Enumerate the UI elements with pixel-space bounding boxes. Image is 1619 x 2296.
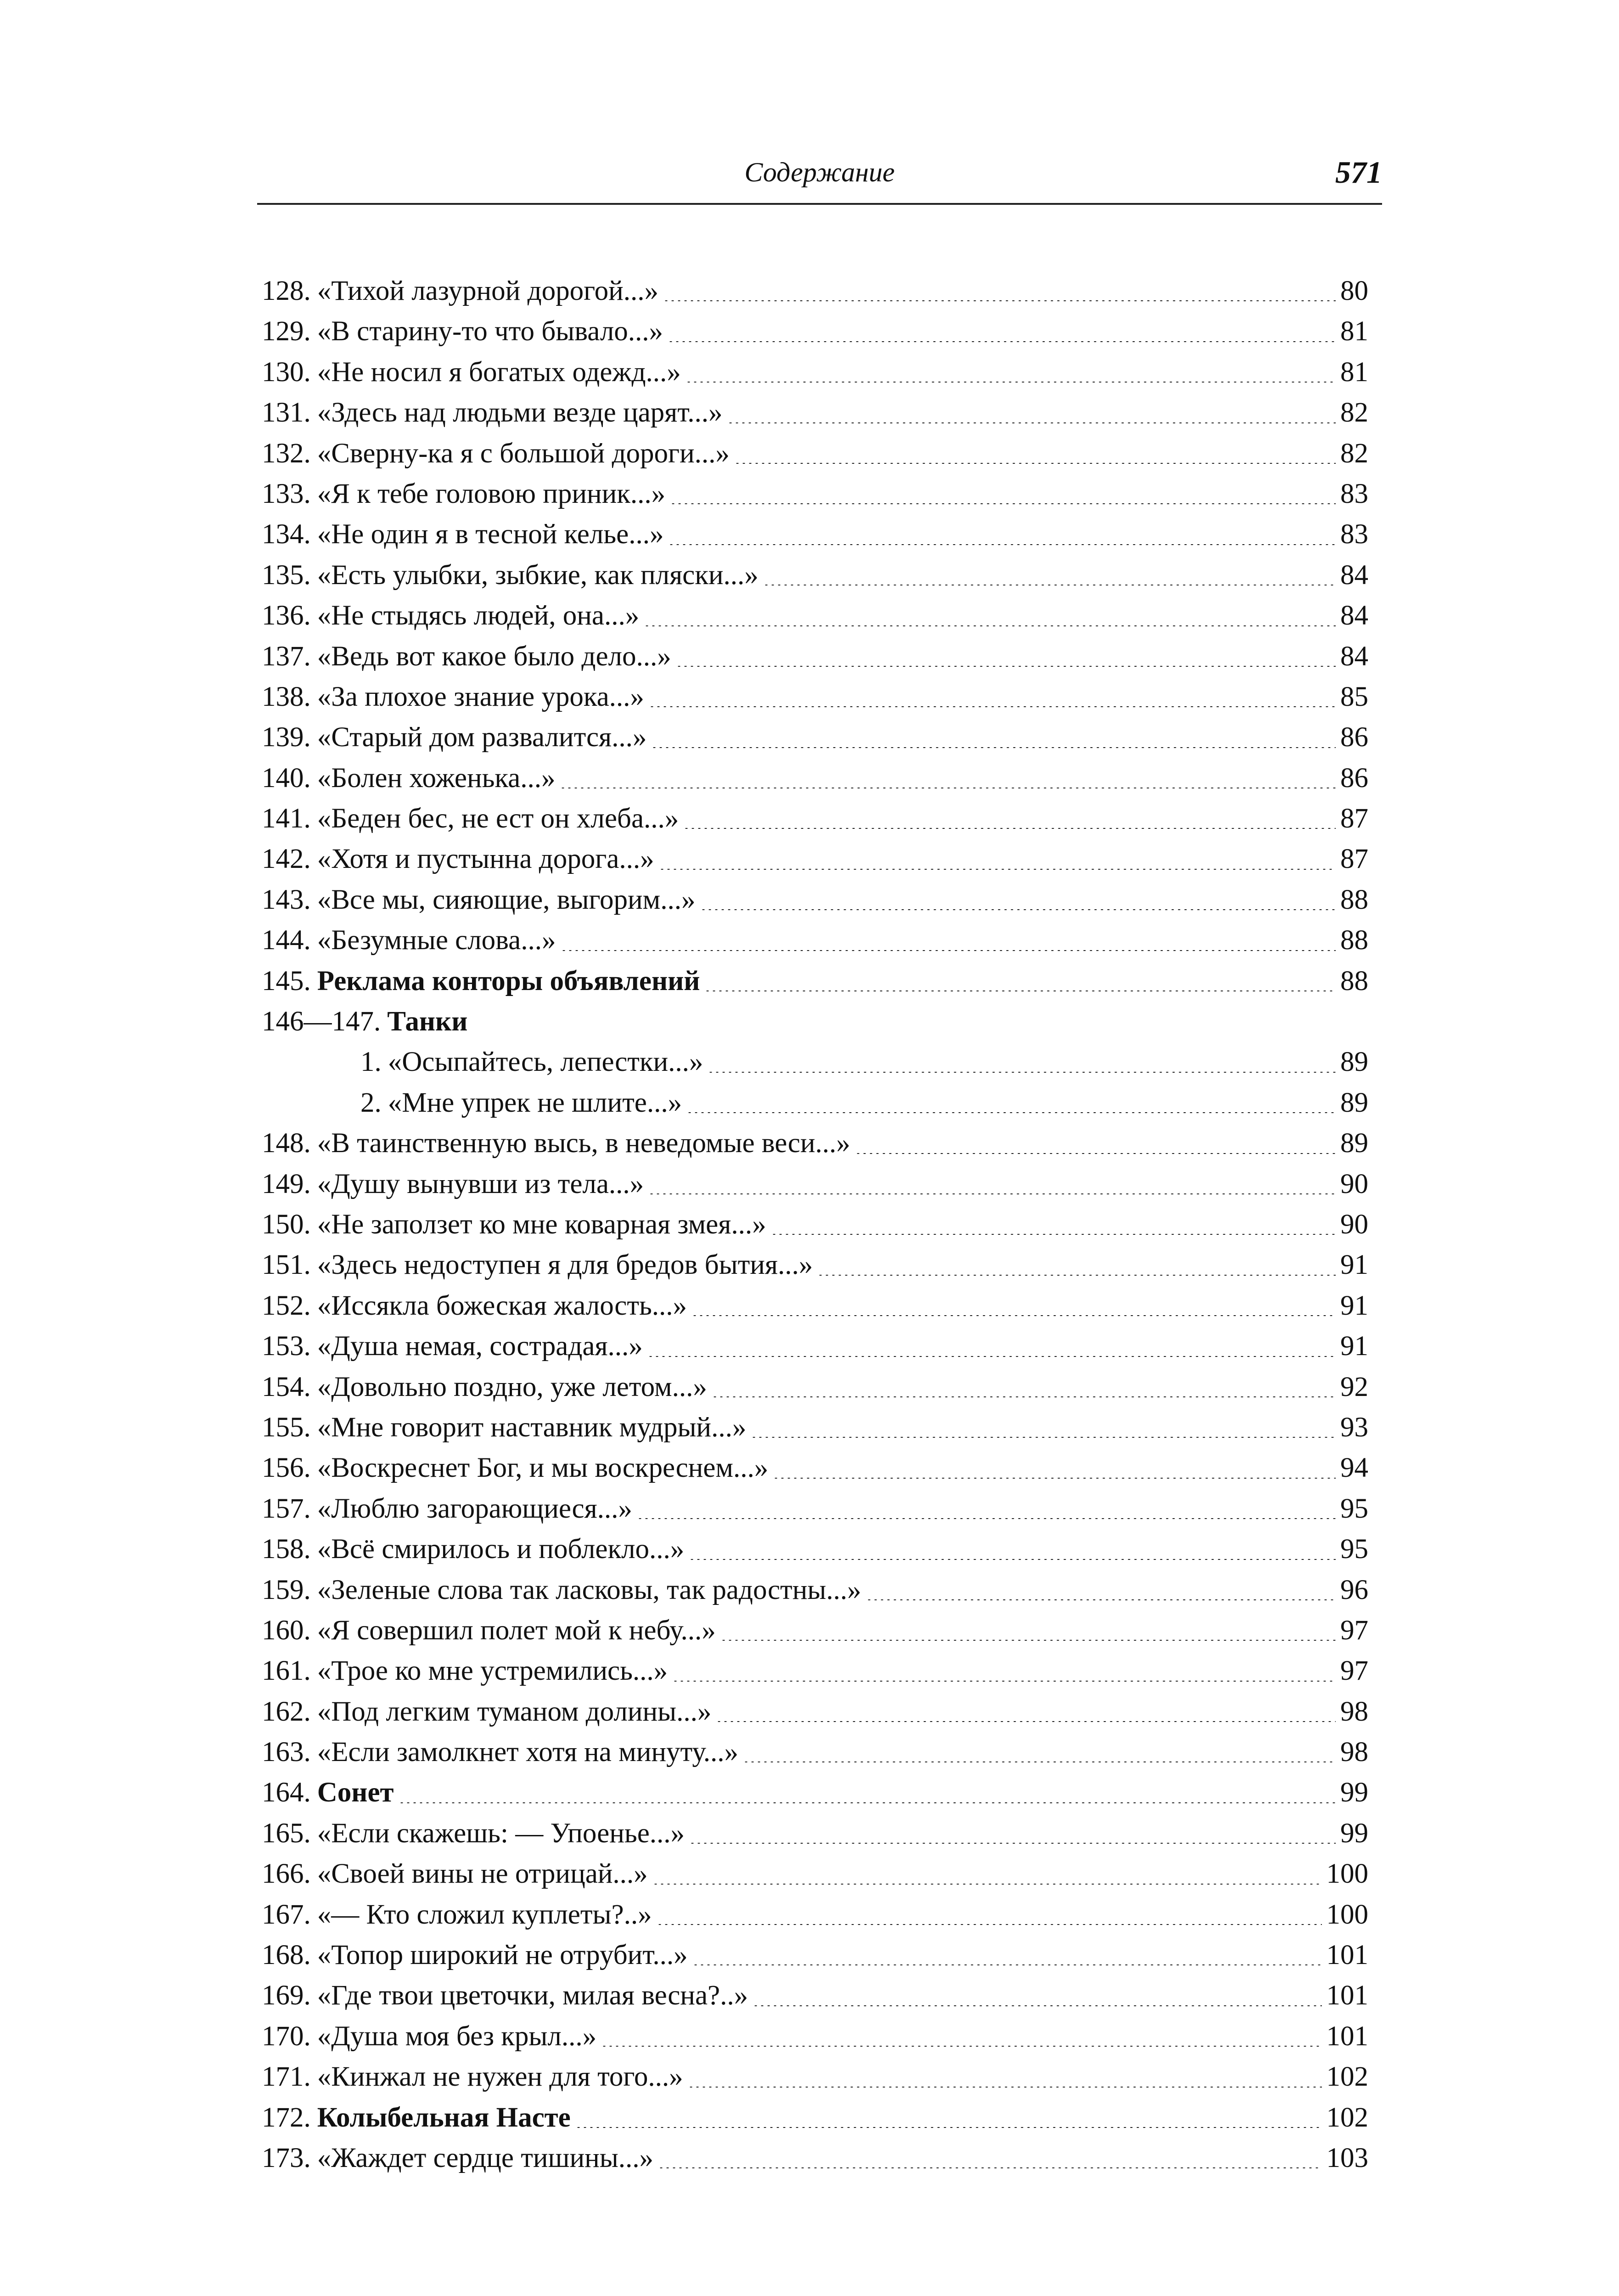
toc-entry xyxy=(262,636,1368,677)
toc-entry xyxy=(262,717,1368,758)
dot-leader xyxy=(676,666,1336,667)
entry-title: «Сверну-ка я с большой дороги...» xyxy=(317,438,730,469)
entry-page: 102 xyxy=(1326,2061,1368,2093)
entry-title: «Жаждет сердце тишины...» xyxy=(317,2142,654,2173)
entry-number: 136. xyxy=(262,600,311,631)
entry-page: 99 xyxy=(1340,1777,1368,1808)
dot-leader xyxy=(689,1559,1336,1560)
entry-page: 97 xyxy=(1340,1615,1368,1646)
entry-page: 80 xyxy=(1340,276,1368,306)
entry-page: 91 xyxy=(1340,1290,1368,1321)
toc-entry xyxy=(262,352,1368,393)
entry-number: 154. xyxy=(262,1371,311,1402)
entry-title: Сонет xyxy=(317,1777,394,1808)
dot-leader xyxy=(683,828,1336,829)
dot-leader xyxy=(659,869,1336,870)
entry-number: 157. xyxy=(262,1493,311,1524)
entry-page: 101 xyxy=(1326,1940,1368,1971)
entry-page: 100 xyxy=(1326,1899,1368,1930)
entry-page: 88 xyxy=(1340,925,1368,956)
entry-title: Колыбельная Насте xyxy=(317,2102,571,2133)
dot-leader xyxy=(689,1843,1336,1844)
toc-entry xyxy=(262,474,1368,514)
entry-title: Реклама конторы объявлений xyxy=(317,965,700,996)
entry-page: 85 xyxy=(1340,681,1368,712)
entry-number: 168. xyxy=(262,1940,311,1971)
entry-number: 162. xyxy=(262,1696,311,1727)
dot-leader xyxy=(734,463,1336,464)
entry-page: 86 xyxy=(1340,762,1368,793)
entry-title: «В старину-то что бывало...» xyxy=(317,316,663,347)
entry-page: 82 xyxy=(1340,397,1368,428)
entry-number: 163. xyxy=(262,1737,311,1768)
entry-page: 93 xyxy=(1340,1412,1368,1443)
entry-title: «За плохое знание урока...» xyxy=(317,681,644,712)
entry-number: 150. xyxy=(262,1209,311,1240)
toc-entry xyxy=(262,1123,1368,1164)
entry-title: «Не стыдясь людей, она...» xyxy=(317,600,640,631)
dot-leader xyxy=(691,1315,1336,1316)
entry-page: 98 xyxy=(1340,1737,1368,1768)
toc-entry xyxy=(262,880,1368,920)
toc-section-heading xyxy=(262,1002,1368,1042)
toc-entry xyxy=(262,311,1368,352)
toc-entry xyxy=(262,1164,1368,1204)
entry-number: 172. xyxy=(262,2102,311,2133)
entry-number: 151. xyxy=(262,1249,311,1281)
entry-page: 84 xyxy=(1340,600,1368,631)
toc-entry xyxy=(262,758,1368,799)
entry-title: «— Кто сложил куплеты?..» xyxy=(317,1899,652,1930)
entry-page: 87 xyxy=(1340,803,1368,834)
entry-title: «Безумные слова...» xyxy=(317,925,556,956)
toc-entry xyxy=(262,1895,1368,1935)
dot-leader xyxy=(644,625,1336,626)
entry-number: 135. xyxy=(262,559,311,591)
dot-leader xyxy=(670,503,1336,504)
entry-number: 134. xyxy=(262,519,311,550)
entry-number: 133. xyxy=(262,478,311,509)
entry-title: «Мне упрек не шлите...» xyxy=(388,1087,682,1118)
running-title: Содержание xyxy=(744,157,895,187)
entry-title: «Где твои цветочки, милая весна?..» xyxy=(317,1980,748,2011)
entry-number: 153. xyxy=(262,1331,311,1362)
entry-title: «Трое ко мне устремились...» xyxy=(317,1655,668,1687)
toc-entry xyxy=(262,393,1368,433)
entry-number: 2. xyxy=(360,1087,382,1118)
dot-leader xyxy=(561,950,1336,951)
entry-title: «Я совершил полет мой к небу...» xyxy=(317,1615,716,1646)
toc-entry xyxy=(262,555,1368,596)
entry-page: 101 xyxy=(1326,2020,1368,2052)
dot-leader xyxy=(652,1884,1322,1885)
entry-number: 140. xyxy=(262,762,311,793)
dot-leader xyxy=(716,1721,1336,1722)
entry-page: 99 xyxy=(1340,1818,1368,1849)
page-number: 571 xyxy=(1335,155,1382,190)
toc-entry xyxy=(262,799,1368,839)
entry-page: 102 xyxy=(1326,2102,1368,2133)
entry-number: 141. xyxy=(262,803,311,834)
entry-number: 155. xyxy=(262,1412,311,1443)
entry-number: 144. xyxy=(262,925,311,956)
entry-number: 146—147. xyxy=(262,1006,381,1037)
entry-page: 98 xyxy=(1340,1696,1368,1727)
dot-leader xyxy=(651,747,1336,748)
entry-number: 165. xyxy=(262,1818,311,1849)
toc-entry xyxy=(262,1813,1368,1854)
toc-entry xyxy=(262,271,1368,311)
dot-leader xyxy=(753,2005,1321,2006)
toc-entry xyxy=(262,1529,1368,1570)
entry-page: 84 xyxy=(1340,559,1368,591)
entry-title: «Иссякла божеская жалость...» xyxy=(317,1290,687,1321)
toc-entry xyxy=(262,1489,1368,1529)
toc-entry xyxy=(262,1773,1368,1813)
dot-leader xyxy=(399,1802,1336,1803)
entry-page: 89 xyxy=(1340,1087,1368,1118)
entry-page: 96 xyxy=(1340,1574,1368,1605)
entry-page: 95 xyxy=(1340,1534,1368,1565)
dot-leader xyxy=(648,1193,1336,1194)
entry-title: «Не один я в тесной келье...» xyxy=(317,519,664,550)
entry-number: 142. xyxy=(262,844,311,875)
toc-entry xyxy=(262,1732,1368,1773)
entry-number: 170. xyxy=(262,2020,311,2052)
toc-entry xyxy=(262,1367,1368,1407)
entry-number: 159. xyxy=(262,1574,311,1605)
entry-title: «Тихой лазурной дорогой...» xyxy=(317,276,659,306)
entry-title: «Кинжал не нужен для того...» xyxy=(317,2061,683,2093)
entry-number: 156. xyxy=(262,1452,311,1484)
dot-leader xyxy=(720,1640,1336,1641)
toc-entry xyxy=(262,1610,1368,1651)
entry-title: «Люблю загорающиеся...» xyxy=(317,1493,632,1524)
entry-title: «Здесь недоступен я для бредов бытия...» xyxy=(317,1249,813,1281)
entry-number: 131. xyxy=(262,397,311,428)
entry-title: «Беден бес, не ест он хлеба...» xyxy=(317,803,679,834)
entry-number: 128. xyxy=(262,276,311,306)
dot-leader xyxy=(712,1396,1336,1397)
entry-number: 138. xyxy=(262,681,311,712)
entry-title: «Хотя и пустынна дорога...» xyxy=(317,844,654,875)
dot-leader xyxy=(771,1234,1336,1235)
entry-page: 81 xyxy=(1340,356,1368,388)
toc-entry xyxy=(262,1651,1368,1691)
entry-title: «Под легким туманом долины...» xyxy=(317,1696,712,1727)
dot-leader xyxy=(855,1153,1336,1154)
entry-title: «Душа моя без крыл...» xyxy=(317,2020,597,2052)
dot-leader xyxy=(649,706,1336,707)
entry-title: «Осыпайтесь, лепестки...» xyxy=(388,1047,703,1078)
toc-entry xyxy=(262,1286,1368,1326)
entry-number: 152. xyxy=(262,1290,311,1321)
dot-leader xyxy=(668,544,1336,545)
dot-leader xyxy=(686,382,1336,383)
entry-title: «Я к тебе головою приник...» xyxy=(317,478,666,509)
entry-page: 81 xyxy=(1340,316,1368,347)
entry-number: 171. xyxy=(262,2061,311,2093)
entry-number: 132. xyxy=(262,438,311,469)
dot-leader xyxy=(751,1437,1336,1438)
entry-page: 89 xyxy=(1340,1047,1368,1078)
dot-leader xyxy=(575,2127,1322,2128)
entry-number: 1. xyxy=(360,1047,382,1078)
entry-page: 83 xyxy=(1340,519,1368,550)
entry-title: «Душу вынувши из тела...» xyxy=(317,1168,644,1199)
header-divider xyxy=(257,203,1382,205)
entry-number: 158. xyxy=(262,1534,311,1565)
dot-leader xyxy=(743,1761,1336,1762)
entry-page: 88 xyxy=(1340,965,1368,996)
toc-entry xyxy=(262,1570,1368,1610)
entry-number: 129. xyxy=(262,316,311,347)
toc-entry xyxy=(262,2016,1368,2057)
entry-number: 149. xyxy=(262,1168,311,1199)
entry-page: 94 xyxy=(1340,1452,1368,1484)
entry-title: «Болен хоженька...» xyxy=(317,762,556,793)
dot-leader xyxy=(866,1599,1336,1600)
dot-leader xyxy=(637,1518,1336,1519)
dot-leader xyxy=(708,1072,1336,1073)
dot-leader xyxy=(686,1112,1336,1113)
entry-title: «Мне говорит наставник мудрый...» xyxy=(317,1412,747,1443)
toc-subentry xyxy=(262,1083,1368,1123)
entry-page: 89 xyxy=(1340,1128,1368,1159)
dot-leader xyxy=(727,422,1336,423)
entry-number: 130. xyxy=(262,356,311,388)
entry-title: «Топор широкий не отрубит...» xyxy=(317,1940,688,1971)
toc-entry xyxy=(262,1854,1368,1894)
entry-title: «Воскреснет Бог, и мы воскреснем...» xyxy=(317,1452,769,1484)
entry-page: 103 xyxy=(1326,2142,1368,2173)
toc-entry xyxy=(262,2098,1368,2138)
entry-number: 137. xyxy=(262,641,311,672)
page-header xyxy=(257,152,1382,207)
toc-entry xyxy=(262,1448,1368,1488)
entry-title: «Все мы, сияющие, выгорим...» xyxy=(317,884,696,915)
toc-entry xyxy=(262,433,1368,474)
dot-leader xyxy=(688,2087,1322,2088)
entry-title: «Здесь над людьми везде царят...» xyxy=(317,397,723,428)
entry-page: 90 xyxy=(1340,1168,1368,1199)
entry-page: 90 xyxy=(1340,1209,1368,1240)
entry-title: «Всё смирилось и поблекло...» xyxy=(317,1534,685,1565)
dot-leader xyxy=(672,1681,1336,1682)
toc-entry xyxy=(262,1204,1368,1245)
entry-title: «Старый дом развалится...» xyxy=(317,722,647,753)
entry-page: 100 xyxy=(1326,1858,1368,1890)
dot-leader xyxy=(663,300,1336,301)
entry-page: 88 xyxy=(1340,884,1368,915)
entry-number: 148. xyxy=(262,1128,311,1159)
entry-page: 83 xyxy=(1340,478,1368,509)
entry-title: «Душа немая, сострадая...» xyxy=(317,1331,643,1362)
toc-entry xyxy=(262,1326,1368,1367)
toc-entry xyxy=(262,677,1368,717)
entry-page: 101 xyxy=(1326,1980,1368,2011)
entry-number: 166. xyxy=(262,1858,311,1890)
entry-number: 173. xyxy=(262,2142,311,2173)
dot-leader xyxy=(668,341,1336,342)
entry-number: 160. xyxy=(262,1615,311,1646)
dot-leader xyxy=(647,1356,1336,1357)
toc-entry xyxy=(262,1407,1368,1448)
entry-page: 84 xyxy=(1340,641,1368,672)
entry-page: 87 xyxy=(1340,844,1368,875)
entry-title: «Зеленые слова так ласковы, так радостны...» xyxy=(317,1574,861,1605)
entry-title: «Не носил я богатых одежд...» xyxy=(317,356,681,388)
entry-page: 86 xyxy=(1340,722,1368,753)
toc-entry xyxy=(262,514,1368,555)
dot-leader xyxy=(704,990,1336,991)
toc-entry xyxy=(262,839,1368,879)
entry-number: 167. xyxy=(262,1899,311,1930)
entry-number: 169. xyxy=(262,1980,311,2011)
dot-leader xyxy=(601,2046,1321,2047)
dot-leader xyxy=(658,2167,1321,2168)
dot-leader xyxy=(657,1924,1322,1925)
dot-leader xyxy=(692,1964,1322,1965)
dot-leader xyxy=(817,1275,1336,1276)
entry-title: «Ведь вот какое было дело...» xyxy=(317,641,671,672)
entry-page: 82 xyxy=(1340,438,1368,469)
entry-page: 97 xyxy=(1340,1655,1368,1687)
entry-title: «Не заползет ко мне коварная змея...» xyxy=(317,1209,766,1240)
entry-page: 91 xyxy=(1340,1249,1368,1281)
entry-number: 161. xyxy=(262,1655,311,1687)
entry-title: «Если скажешь: — Упоенье...» xyxy=(317,1818,685,1849)
entry-title: Танки xyxy=(387,1006,468,1037)
entry-title: «Своей вины не отрицай...» xyxy=(317,1858,648,1890)
entry-title: «Довольно поздно, уже летом...» xyxy=(317,1371,707,1402)
entry-page: 95 xyxy=(1340,1493,1368,1524)
toc-entry xyxy=(262,1935,1368,1975)
toc-entry xyxy=(262,1245,1368,1285)
entry-number: 143. xyxy=(262,884,311,915)
entry-page: 91 xyxy=(1340,1331,1368,1362)
toc-entry xyxy=(262,1975,1368,2016)
toc-entry xyxy=(262,961,1368,1002)
dot-leader xyxy=(773,1478,1336,1479)
dot-leader xyxy=(700,909,1336,910)
toc-entry xyxy=(262,2057,1368,2097)
entry-number: 145. xyxy=(262,965,311,996)
toc-entry xyxy=(262,596,1368,636)
table-of-contents xyxy=(262,271,1368,2178)
entry-title: «В таинственную высь, в неведомые веси...» xyxy=(317,1128,850,1159)
toc-entry xyxy=(262,1692,1368,1732)
entry-title: «Если замолкнет хотя на минуту...» xyxy=(317,1737,738,1768)
entry-number: 164. xyxy=(262,1777,311,1808)
entry-title: «Есть улыбки, зыбкие, как пляски...» xyxy=(317,559,759,591)
toc-entry xyxy=(262,2138,1368,2178)
entry-page: 92 xyxy=(1340,1371,1368,1402)
toc-subentry xyxy=(262,1042,1368,1082)
toc-entry xyxy=(262,920,1368,961)
entry-number: 139. xyxy=(262,722,311,753)
